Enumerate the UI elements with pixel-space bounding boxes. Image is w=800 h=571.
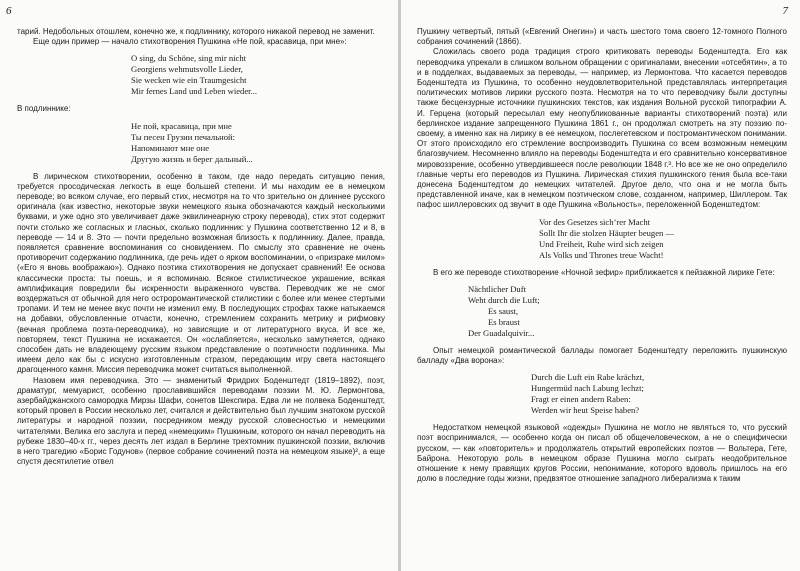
paragraph: В лирическом стихотворении, особенно в таком, где надо передать ситуацию пения, требуется просодическая легкость в еще большей степени. И мы находим ее в немецком переводе; во всяком случае, его первый стих, несмотря на то что зрительно он длиннее русского оригинала (как известно, некоторые звуки немецкого языка обозначаются каждый несколькими буквами, и уже одно это увеличивает даже эквилинеарную строку перевода), стих этот содержит почти столько же согласных и гласных, сколько подлинник: у Пушкина соответственно 12 и 8, в переводе — 14 и 8. Это — почти предельно возможная близость к подлиннику. Далее, правда, появляется сравнение воспоминания со сновидением. По смыслу это сравнение не очень противоречит содержанию подлинника, где речь идет о ярком воспоминании, о «призраке милом» («Его я вновь воображаю»). Однако поэтика стихотворения не допускает сравнений! Ее основа классически проста: ты поешь, и я вспоминаю. Всякое стилистическое украшение, всякая амплификация повредили бы искренности выраженного чувства. Переводчик же не смог воздержаться от обычной для него остроромантической стилистики с более или менее стертыми тропами. И тем не менее вкус почти не изменил ему. В последующих строфах также натыкаемся на добавки, обусловленные отчасти, конечно, стремлением сохранить метрику и рифмовку (вечная проблема поэта-переводчика), но зависящие и от литературного вкуса. И все же, повторяем, текст Пушкина не искажается. Он «ослабляется», несколько замутняется, однако способен дать не владеющему русским языком представление о поэтичности подлинника. Мы имеем дело как бы с искусно изготовленным стразом, передающим игру света настоящего драгоценного камня. Миссия переводчика может считаться выполненной.	[17, 171, 385, 375]
verse-line: Es braust	[488, 316, 520, 327]
verse-quote-russian	[131, 121, 385, 165]
page-body	[417, 27, 787, 484]
paragraph: Назовем имя переводчика. Это — знаменитый Фридрих Боденштедт (1819–1892), поэт, драматург, мемуарист, особенно прославившийся переводами поэзии М. Ю. Лермонтова, азербайджанского самородка Мирзы Шафи, сонетов Шекспира. Едва ли не полвека Боденштедт, который провел в России несколько лет, считался и действительно был лучшим знатоком русской литературы и народной поэзии, посредником между русской словесностью и немецкими читателями. Велика его заслуга и перед «немецким» Пушкиным, которого он начал переводить на рубеже 1830–40-х гг., через десять лет издал в Берлине трехтомник пушкинской поэзии, включив в него трагедию «Борис Годунов» (первое собрание сочинений поэта на немецком языке)², а еще спустя десятилетие отвел	[17, 375, 385, 467]
verse-line: Mir fernes Land und Leben wieder...	[131, 86, 257, 97]
verse-line: O sing, du Schöne, sing mir nicht	[131, 53, 247, 64]
verse-quote-german	[531, 372, 787, 416]
page-body	[17, 27, 385, 468]
paragraph: Пушкину четвертый, пятый («Евгений Онегин») и часть шестого тома своего 12-томного Полного собрания сочинений (1866).	[417, 27, 787, 47]
verse-line: Es saust,	[488, 305, 519, 316]
paragraph: Недостатком немецкой языковой «одежды» Пушкина не могло не являться то, что русский поэт воспринимался, — особенно когда он писал об общечеловеческом, а не о специфически русском, — как «повторитель» и продолжатель открытий европейских поэтов — Вольтера, Гете, Байрона. Некоторую роль в немецком образе Пушкина могло сыграть неодобрительное отношение к нему правящих кругов России, непонимание, которого вдоволь пришлось на его долю в последние годы жизни, предвзятое отношение западного либерализма к таким	[417, 423, 787, 484]
left-page	[0, 0, 398, 571]
paragraph: В его же переводе стихотворение «Ночной зефир» приближается к пейзажной лирике Гете:	[433, 267, 775, 277]
verse-line: Werden wir heut Speise haben?	[531, 405, 640, 416]
verse-line: Nächtlicher Duft	[468, 283, 526, 294]
paragraph: Еще один пример — начало стихотворения Пушкина «Не пой, красавица, при мне»:	[33, 37, 347, 47]
page-number: 7	[782, 5, 788, 17]
verse-line: Другую жизнь и берег дальный...	[131, 153, 253, 164]
verse-line: Fragt er einen andern Raben:	[531, 394, 631, 405]
verse-line: Sollt Ihr die stolzen Häupter beugen —	[539, 227, 675, 238]
right-page	[401, 0, 800, 571]
verse-line: Sie wecken wie ein Traumgesicht	[131, 75, 247, 86]
verse-quote-german	[539, 217, 787, 261]
verse-line: Der Guadalquivir...	[468, 327, 535, 338]
verse-line: Ты песен Грузии печальной:	[131, 131, 236, 142]
paragraph: тарий. Недобольных отошлем, конечно же, к подлиннику, которого никакой перевод не заменит.	[17, 27, 375, 36]
verse-line: Weht durch die Luft;	[468, 294, 540, 305]
verse-line: Не пой, красавица, при мне	[131, 120, 232, 131]
verse-line: Vor des Gesetzes sich’rer Macht	[539, 216, 651, 227]
page-number: 6	[6, 5, 12, 17]
verse-line: Georgiens wehmutsvolle Lieder,	[131, 64, 243, 75]
verse-line: Durch die Luft ein Rabe krächzt,	[531, 372, 645, 383]
verse-line: Hungermüd nach Labung lechzt;	[531, 383, 644, 394]
verse-line: Напоминают мне оне	[131, 142, 210, 153]
paragraph: Сложилась своего рода традиция строго критиковать переводы Боденштедта. Его как переводчика упрекали в слишком вольном обращении с оригиналами, внесении «отсебятин», а то и в подделках, выдаваемых за переводы, — например, из Лермонтова. Что касается переводов Боденштедта из Пушкина, то особенно неудовлетворительной представлялась интерпретация политических мотивов лирики русского поэта. Несмотря на то что переводчику были доступны также бесцензурные источники пушкинских текстов, как издания Вольной русской типографии А. И. Герцена (который пересылал ему неопубликованные варианты стихотворений поэта) или берлинское издание запрещенного Пушкина 1861 г., он продолжал смотреть на эту поэзию по-своему, а именно как на лирику в ее немецком, послегетевском и постромантическом понимании. От этого происходило его стремление воспроизводить Пушкина со всем возможным немецким благозвучием. Несомненно влияло на переводы Боденштедта и его сравнительно консервативное мировоззрение, особенно утвердившееся после революции 1848 г.³. Но все же не оно определило главные черты его переводов из Пушкина. Лирическая стихия пушкинского гения была все-таки донесена Боденштедтом до немецких читателей. Другое дело, что она и не могла быть представленной иначе, как в немецком поэтическом слове, созданном, например, Шиллером. Так пафос шиллеровских од звучит в оде Пушкина «Вольность», переложенной Боденштедтом:	[417, 47, 787, 210]
verse-line: Als Volks und Thrones treue Wacht!	[539, 249, 664, 260]
paragraph: В подлиннике:	[17, 104, 71, 114]
verse-quote-german	[131, 53, 385, 97]
verse-line: Und Freiheit, Ruhe wird sich zeigen	[539, 238, 664, 249]
verse-quote-german	[468, 284, 787, 339]
paragraph: Опыт немецкой романтической баллады помогает Боденштедту переложить пушкинскую балладу «Два ворона»:	[417, 345, 787, 366]
